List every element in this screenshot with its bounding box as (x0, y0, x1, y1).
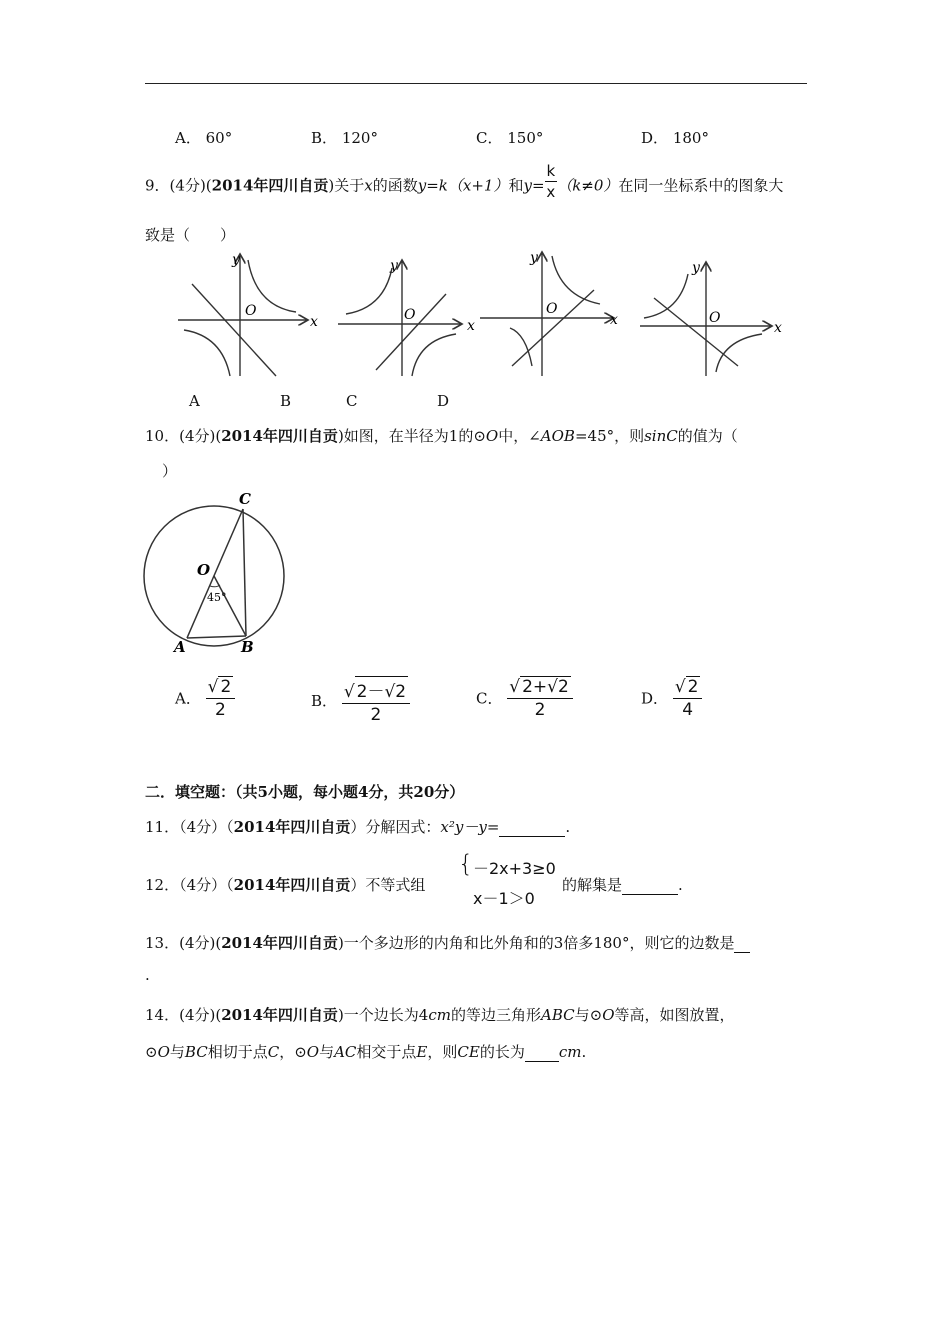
q10-option-d[interactable]: D． $\frac{√ 2}{4}$ (641, 676, 702, 720)
q12-brace: { (458, 850, 474, 878)
q10-stem-line2: ） (162, 462, 178, 480)
q9-label-b: B (280, 392, 292, 410)
svg-text:x: x (610, 312, 618, 328)
svg-text:A: A (174, 638, 186, 656)
q10-circle-figure (140, 488, 300, 658)
graph-b[interactable] (338, 258, 475, 376)
svg-text:O: O (546, 301, 558, 317)
q11-answer-blank[interactable] (499, 818, 565, 837)
q12: 12．（4分）（2014年四川自贡）不等式组 (145, 876, 426, 894)
q11: 11．（4分）（2014年四川自贡）分解因式：x²y－y= . (145, 818, 571, 836)
q8-option-b[interactable]: B． 120° (311, 129, 378, 147)
svg-text:C: C (239, 490, 251, 508)
svg-text:y: y (232, 252, 240, 268)
svg-text:x: x (774, 320, 782, 336)
section-2-heading: 二．填空题：（共5小题，每小题4分，共20分） (145, 783, 465, 801)
svg-text:y: y (530, 250, 538, 266)
q9-stem-line2: 致是（ ） (145, 226, 236, 244)
q10-stem: 10．(4分)(2014年四川自贡)如图，在半径为1的⊙O中，∠AOB=45°，则sinC的值为（ (145, 427, 738, 445)
q8-option-c[interactable]: C． 150° (476, 129, 544, 147)
q9-graphs (170, 248, 790, 380)
q9-stem: 9．(4分)(2014年四川自贡)关于x的函数y=k（x+1）和y= $\frac{k}{x}$ （k≠0）在同一坐标系中的图象大 (145, 162, 784, 201)
q13: 13．(4分)(2014年四川自贡)一个多边形的内角和比外角和的3倍多180°，则它的边数是 (145, 932, 750, 953)
q14-line2: ⊙O与BC相切于点C，⊙O与AC相交于点E，则CE的长为 cm. (145, 1043, 587, 1061)
q13-answer-blank[interactable] (734, 934, 750, 953)
q10-option-a[interactable]: A． $\frac{√ 2}{2}$ (175, 676, 235, 720)
svg-text:O: O (245, 303, 257, 319)
q10-option-b[interactable]: B． $\frac{√ 2-√2}{2}$ (311, 676, 410, 725)
svg-text:O: O (404, 307, 416, 323)
q13-line2: . (145, 966, 150, 984)
q12-answer-blank[interactable] (622, 876, 678, 895)
q12-tail: 的解集是 . (562, 876, 683, 894)
q12-ineq2: x－1＞0 (473, 889, 535, 908)
q8-option-d[interactable]: D． 180° (641, 129, 709, 147)
q8-option-a[interactable]: A． 60° (175, 129, 233, 147)
svg-text:y: y (390, 258, 398, 274)
q9-label-d: D (437, 392, 450, 410)
svg-text:x: x (467, 318, 475, 334)
q9-label-c: C (346, 392, 358, 410)
svg-text:O: O (197, 561, 211, 579)
q12-ineq1: －2x+3≥0 (473, 859, 556, 878)
graph-c[interactable] (480, 250, 618, 376)
svg-text:O: O (709, 310, 721, 326)
graph-a[interactable] (178, 252, 318, 376)
q14-answer-blank[interactable] (525, 1043, 559, 1062)
q9-label-a: A (189, 392, 200, 410)
graph-d[interactable] (640, 260, 782, 376)
q10-option-c[interactable]: C． $\frac{√ 2+√2}{2}$ (476, 676, 573, 720)
q14-line1: 14．(4分)(2014年四川自贡)一个边长为4cm的等边三角形ABC与⊙O等高，如图放置， (145, 1006, 735, 1024)
svg-text:B: B (241, 638, 254, 656)
header-rule (145, 83, 807, 84)
svg-text:y: y (692, 260, 700, 276)
svg-text:45°: 45° (207, 591, 227, 604)
svg-text:x: x (310, 314, 318, 330)
